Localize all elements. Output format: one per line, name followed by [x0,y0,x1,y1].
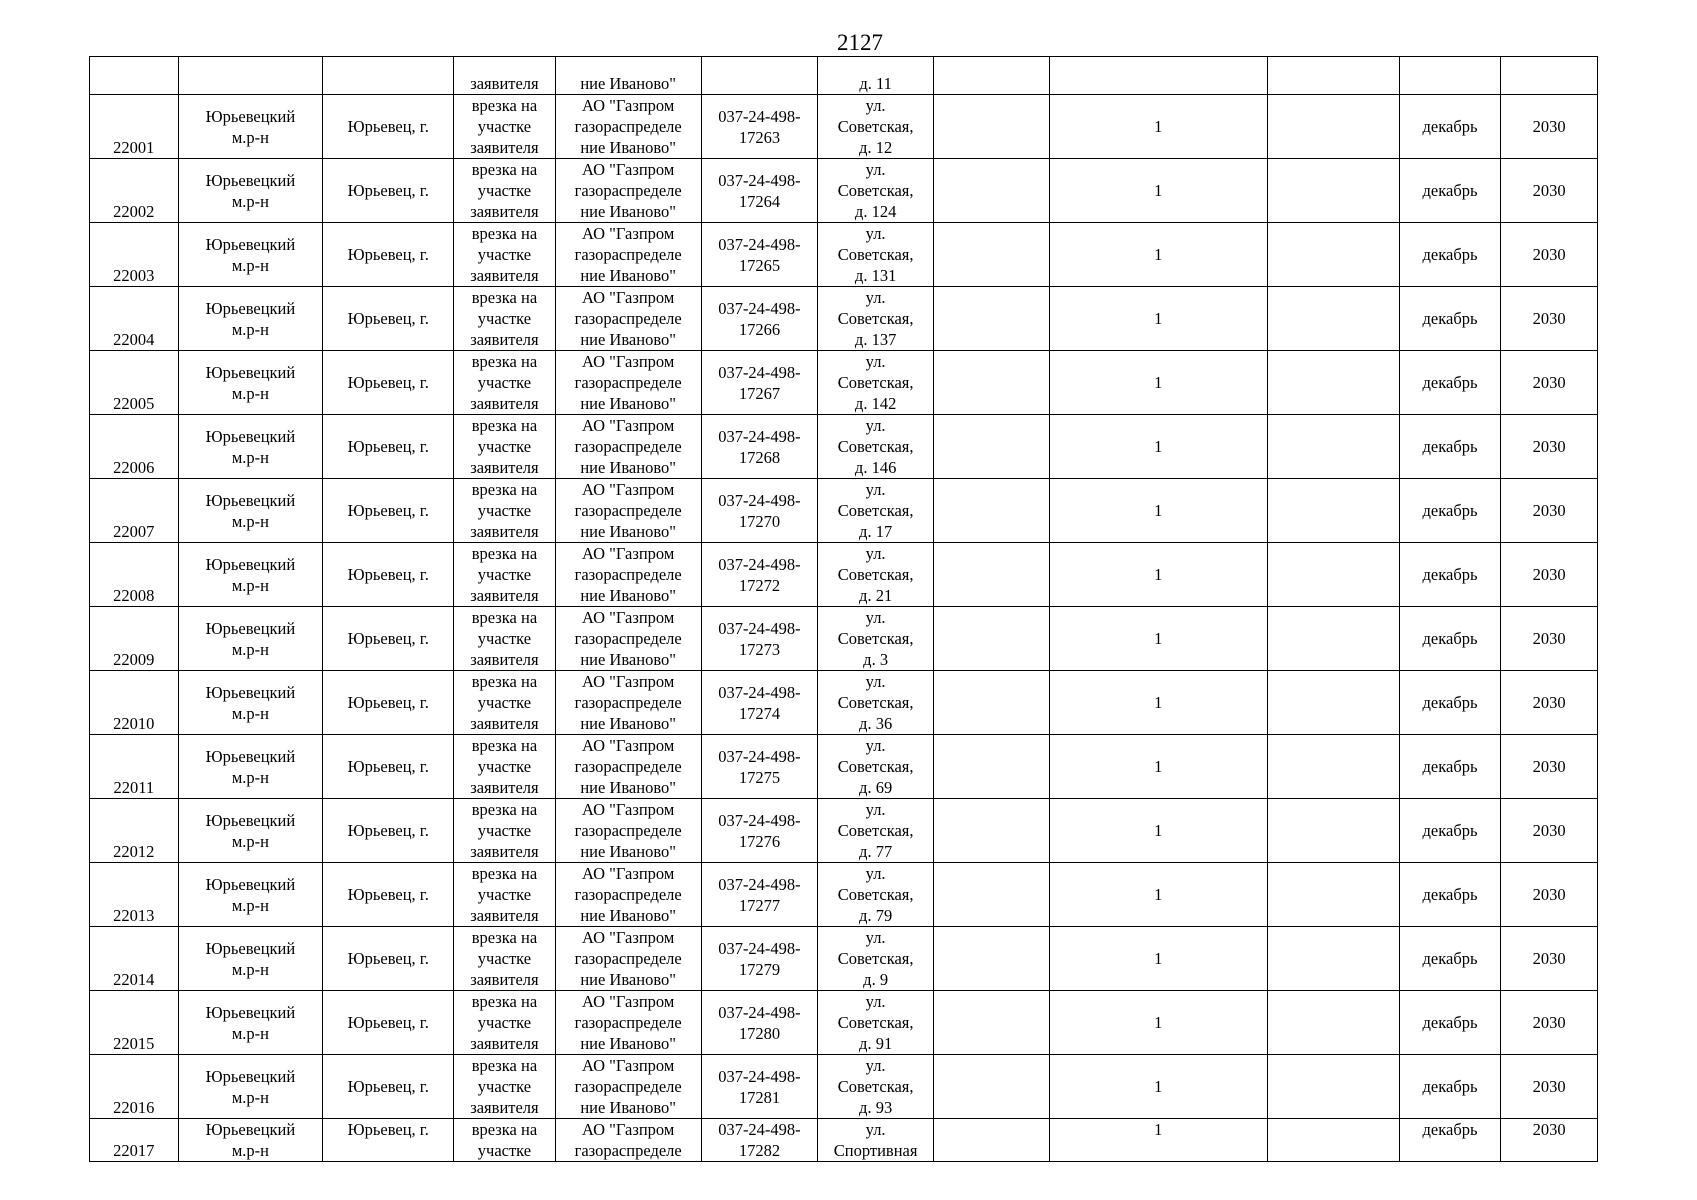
cell-method: врезка на участке заявителя [454,287,556,351]
cell-empty-1 [933,863,1049,927]
cell-year: 2030 [1501,479,1598,543]
cell-district: Юрьевецкий м.р-н [178,159,323,223]
cell-district: Юрьевецкий м.р-н [178,799,323,863]
cell-code: 037-24-498- 17281 [701,1055,818,1119]
cell-code: 037-24-498- 17265 [701,223,818,287]
cell-district: Юрьевецкий м.р-н [178,479,323,543]
cell-address: ул. Советская, д. 77 [818,799,934,863]
cell-num: 22014 [90,927,179,991]
cell-month: декабрь [1399,799,1501,863]
cell-empty-2 [1267,927,1399,991]
cell-empty-1 [933,991,1049,1055]
cell-code: 037-24-498- 17264 [701,159,818,223]
cell-year: 2030 [1501,1119,1598,1162]
cell-month: декабрь [1399,415,1501,479]
cell-year: 2030 [1501,415,1598,479]
cell-empty-2 [1267,799,1399,863]
cell-locality: Юрьевец, г. [323,351,454,415]
cell-method: врезка на участке заявителя [454,415,556,479]
cell-empty-1 [933,479,1049,543]
cell-district: Юрьевецкий м.р-н [178,1055,323,1119]
cell-method: заявителя [454,57,556,95]
cell-org: АО "Газпром газораспределе ние Иваново" [555,223,701,287]
cell-empty-2 [1267,1119,1399,1162]
cell-num: 22015 [90,991,179,1055]
cell-org: АО "Газпром газораспределе ние Иваново" [555,863,701,927]
cell-code: 037-24-498- 17282 [701,1119,818,1162]
cell-qty: 1 [1049,287,1267,351]
cell-org: АО "Газпром газораспределе ние Иваново" [555,607,701,671]
cell-locality: Юрьевец, г. [323,287,454,351]
cell-district: Юрьевецкий м.р-н [178,95,323,159]
cell-address: ул. Советская, д. 36 [818,671,934,735]
cell-district: Юрьевецкий м.р-н [178,671,323,735]
cell-empty-1 [933,927,1049,991]
cell-empty-2 [1267,991,1399,1055]
cell-method: врезка на участке заявителя [454,799,556,863]
cell-num: 22012 [90,799,179,863]
cell-empty-2 [1267,95,1399,159]
cell-code: 037-24-498- 17263 [701,95,818,159]
cell-year: 2030 [1501,223,1598,287]
cell-num: 22016 [90,1055,179,1119]
cell-num: 22017 [90,1119,179,1162]
cell-empty-2 [1267,159,1399,223]
cell-year: 2030 [1501,863,1598,927]
schedule-table [89,56,1598,1162]
cell-month: декабрь [1399,351,1501,415]
cell-method: врезка на участке заявителя [454,543,556,607]
cell-code: 037-24-498- 17267 [701,351,818,415]
cell-org: АО "Газпром газораспределе ние Иваново" [555,287,701,351]
cell-locality: Юрьевец, г. [323,1055,454,1119]
cell-address: ул. Советская, д. 93 [818,1055,934,1119]
cell-district: Юрьевецкий м.р-н [178,1119,323,1162]
cell-year: 2030 [1501,351,1598,415]
cell-qty: 1 [1049,671,1267,735]
cell-month: декабрь [1399,991,1501,1055]
cell-district: Юрьевецкий м.р-н [178,287,323,351]
cell-method: врезка на участке заявителя [454,863,556,927]
cell-num: 22007 [90,479,179,543]
cell-empty-2 [1267,543,1399,607]
cell-empty-2 [1267,671,1399,735]
cell-qty: 1 [1049,1119,1267,1162]
cell-code: 037-24-498- 17277 [701,863,818,927]
cell-qty: 1 [1049,735,1267,799]
cell-qty: 1 [1049,991,1267,1055]
cell-num [90,57,179,95]
cell-locality [323,57,454,95]
cell-month [1399,57,1501,95]
cell-year: 2030 [1501,991,1598,1055]
cell-empty-1 [933,543,1049,607]
cell-org: АО "Газпром газораспределе ние Иваново" [555,735,701,799]
table-body [90,57,1598,1162]
cell-district: Юрьевецкий м.р-н [178,863,323,927]
cell-org: АО "Газпром газораспределе ние Иваново" [555,415,701,479]
cell-empty-1 [933,223,1049,287]
cell-method: врезка на участке заявителя [454,1055,556,1119]
cell-locality: Юрьевец, г. [323,543,454,607]
cell-qty: 1 [1049,351,1267,415]
cell-district: Юрьевецкий м.р-н [178,351,323,415]
cell-locality: Юрьевец, г. [323,1119,454,1162]
cell-num: 22010 [90,671,179,735]
cell-year: 2030 [1501,735,1598,799]
table-row [90,351,1598,415]
cell-district [178,57,323,95]
cell-method: врезка на участке заявителя [454,671,556,735]
cell-district: Юрьевецкий м.р-н [178,415,323,479]
cell-empty-2 [1267,223,1399,287]
cell-empty-1 [933,159,1049,223]
cell-month: декабрь [1399,95,1501,159]
cell-qty: 1 [1049,863,1267,927]
cell-empty-2 [1267,1055,1399,1119]
cell-org: АО "Газпром газораспределе [555,1119,701,1162]
table-row [90,287,1598,351]
cell-district: Юрьевецкий м.р-н [178,927,323,991]
cell-code: 037-24-498- 17276 [701,799,818,863]
cell-qty: 1 [1049,1055,1267,1119]
cell-year: 2030 [1501,671,1598,735]
table-row [90,543,1598,607]
cell-year: 2030 [1501,287,1598,351]
cell-locality: Юрьевец, г. [323,95,454,159]
table-row [90,607,1598,671]
page-number: 2127 [837,30,883,55]
table-row [90,95,1598,159]
cell-qty [1049,57,1267,95]
cell-num: 22009 [90,607,179,671]
table-row-continued [90,57,1598,95]
cell-district: Юрьевецкий м.р-н [178,223,323,287]
cell-address: ул. Советская, д. 79 [818,863,934,927]
cell-method: врезка на участке заявителя [454,479,556,543]
cell-locality: Юрьевец, г. [323,991,454,1055]
cell-org: АО "Газпром газораспределе ние Иваново" [555,991,701,1055]
cell-method: врезка на участке заявителя [454,159,556,223]
cell-qty: 1 [1049,95,1267,159]
cell-empty-1 [933,799,1049,863]
cell-month: декабрь [1399,479,1501,543]
cell-address: ул. Советская, д. 9 [818,927,934,991]
cell-qty: 1 [1049,479,1267,543]
cell-empty-1 [933,415,1049,479]
cell-district: Юрьевецкий м.р-н [178,543,323,607]
cell-empty-1 [933,351,1049,415]
table-row [90,799,1598,863]
cell-address: ул. Советская, д. 131 [818,223,934,287]
cell-empty-2 [1267,415,1399,479]
cell-district: Юрьевецкий м.р-н [178,607,323,671]
cell-district: Юрьевецкий м.р-н [178,735,323,799]
cell-org: АО "Газпром газораспределе ние Иваново" [555,479,701,543]
cell-address: ул. Спортивная [818,1119,934,1162]
table-row [90,1055,1598,1119]
cell-month: декабрь [1399,1119,1501,1162]
cell-month: декабрь [1399,287,1501,351]
cell-month: декабрь [1399,671,1501,735]
cell-month: декабрь [1399,735,1501,799]
cell-method: врезка на участке заявителя [454,927,556,991]
cell-empty-2 [1267,607,1399,671]
table-row [90,479,1598,543]
cell-empty-2 [1267,479,1399,543]
cell-org: АО "Газпром газораспределе ние Иваново" [555,351,701,415]
table-row [90,671,1598,735]
cell-num: 22005 [90,351,179,415]
cell-empty-2 [1267,735,1399,799]
cell-org: АО "Газпром газораспределе ние Иваново" [555,671,701,735]
cell-address: ул. Советская, д. 69 [818,735,934,799]
cell-empty-2 [1267,351,1399,415]
cell-method: врезка на участке заявителя [454,351,556,415]
cell-address: ул. Советская, д. 17 [818,479,934,543]
cell-year: 2030 [1501,607,1598,671]
cell-empty-1 [933,671,1049,735]
cell-method: врезка на участке заявителя [454,735,556,799]
cell-qty: 1 [1049,799,1267,863]
cell-locality: Юрьевец, г. [323,223,454,287]
cell-code: 037-24-498- 17275 [701,735,818,799]
cell-address: ул. Советская, д. 3 [818,607,934,671]
table-row [90,991,1598,1055]
cell-empty-1 [933,735,1049,799]
cell-num: 22008 [90,543,179,607]
cell-locality: Юрьевец, г. [323,159,454,223]
cell-num: 22004 [90,287,179,351]
cell-method: врезка на участке заявителя [454,991,556,1055]
cell-address: ул. Советская, д. 12 [818,95,934,159]
cell-empty-2 [1267,863,1399,927]
cell-method: врезка на участке заявителя [454,607,556,671]
cell-org: АО "Газпром газораспределе ние Иваново" [555,95,701,159]
cell-empty-1 [933,287,1049,351]
cell-address: ул. Советская, д. 124 [818,159,934,223]
cell-method: врезка на участке заявителя [454,95,556,159]
cell-code: 037-24-498- 17266 [701,287,818,351]
cell-month: декабрь [1399,543,1501,607]
table-row [90,863,1598,927]
cell-qty: 1 [1049,159,1267,223]
cell-code: 037-24-498- 17273 [701,607,818,671]
cell-code: 037-24-498- 17280 [701,991,818,1055]
cell-code: 037-24-498- 17270 [701,479,818,543]
cell-locality: Юрьевец, г. [323,479,454,543]
table-row [90,735,1598,799]
cell-year: 2030 [1501,799,1598,863]
cell-locality: Юрьевец, г. [323,671,454,735]
cell-empty-1 [933,1119,1049,1162]
cell-qty: 1 [1049,543,1267,607]
cell-locality: Юрьевец, г. [323,735,454,799]
cell-empty-2 [1267,57,1399,95]
cell-method: врезка на участке заявителя [454,223,556,287]
cell-code: 037-24-498- 17272 [701,543,818,607]
cell-qty: 1 [1049,223,1267,287]
cell-num: 22013 [90,863,179,927]
cell-year: 2030 [1501,95,1598,159]
cell-qty: 1 [1049,607,1267,671]
table-row [90,927,1598,991]
cell-method: врезка на участке [454,1119,556,1162]
cell-month: декабрь [1399,1055,1501,1119]
cell-year [1501,57,1598,95]
cell-org: АО "Газпром газораспределе ние Иваново" [555,799,701,863]
cell-locality: Юрьевец, г. [323,863,454,927]
cell-address: ул. Советская, д. 91 [818,991,934,1055]
cell-qty: 1 [1049,415,1267,479]
cell-num: 22006 [90,415,179,479]
cell-qty: 1 [1049,927,1267,991]
cell-locality: Юрьевец, г. [323,927,454,991]
cell-year: 2030 [1501,543,1598,607]
cell-address: ул. Советская, д. 142 [818,351,934,415]
cell-org: АО "Газпром газораспределе ние Иваново" [555,1055,701,1119]
cell-month: декабрь [1399,607,1501,671]
cell-num: 22003 [90,223,179,287]
cell-address: д. 11 [818,57,934,95]
cell-code [701,57,818,95]
cell-address: ул. Советская, д. 137 [818,287,934,351]
cell-empty-1 [933,57,1049,95]
cell-month: декабрь [1399,223,1501,287]
cell-locality: Юрьевец, г. [323,799,454,863]
cell-code: 037-24-498- 17268 [701,415,818,479]
cell-address: ул. Советская, д. 146 [818,415,934,479]
cell-year: 2030 [1501,927,1598,991]
cell-org: АО "Газпром газораспределе ние Иваново" [555,927,701,991]
cell-empty-1 [933,95,1049,159]
table-row [90,415,1598,479]
cell-num: 22001 [90,95,179,159]
cell-empty-2 [1267,287,1399,351]
cell-district: Юрьевецкий м.р-н [178,991,323,1055]
cell-org: АО "Газпром газораспределе ние Иваново" [555,159,701,223]
cell-org: ние Иваново" [555,57,701,95]
cell-code: 037-24-498- 17279 [701,927,818,991]
cell-address: ул. Советская, д. 21 [818,543,934,607]
table-row [90,223,1598,287]
table-row [90,1119,1598,1162]
cell-locality: Юрьевец, г. [323,607,454,671]
cell-num: 22002 [90,159,179,223]
cell-org: АО "Газпром газораспределе ние Иваново" [555,543,701,607]
cell-empty-1 [933,607,1049,671]
cell-year: 2030 [1501,1055,1598,1119]
cell-locality: Юрьевец, г. [323,415,454,479]
table-row [90,159,1598,223]
cell-month: декабрь [1399,927,1501,991]
cell-empty-1 [933,1055,1049,1119]
cell-num: 22011 [90,735,179,799]
cell-month: декабрь [1399,863,1501,927]
cell-month: декабрь [1399,159,1501,223]
cell-code: 037-24-498- 17274 [701,671,818,735]
cell-year: 2030 [1501,159,1598,223]
